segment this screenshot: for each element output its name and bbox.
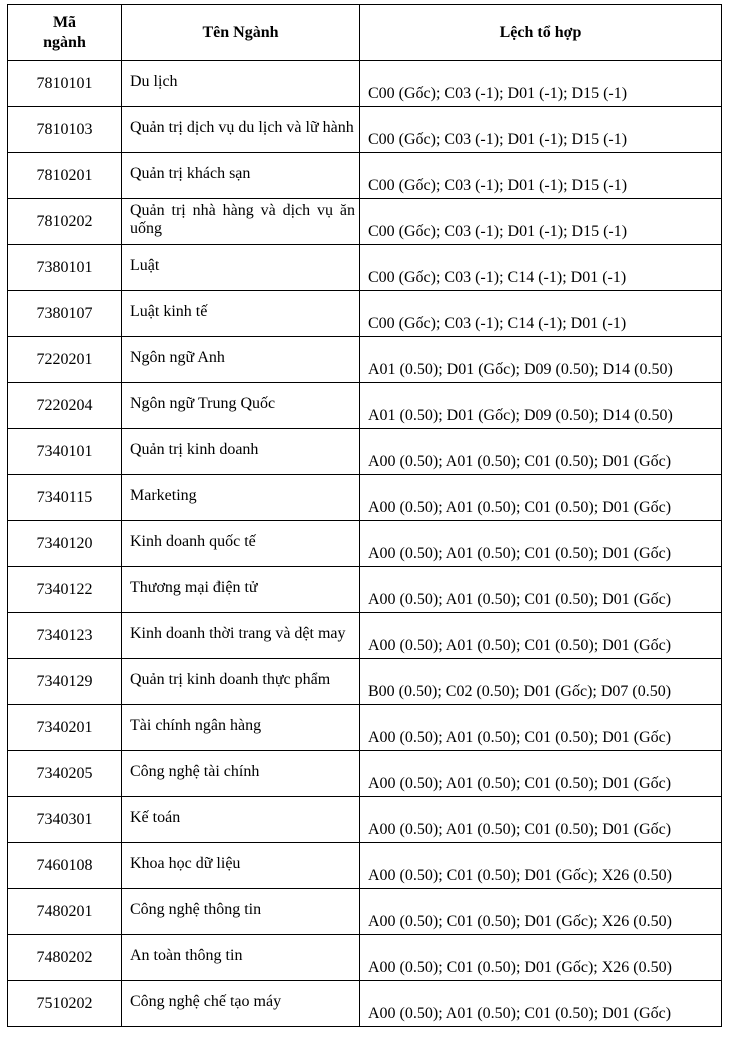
combination-cell: C00 (Gốc); C03 (-1); C14 (-1); D01 (-1) [360, 245, 722, 291]
major-name-cell: Công nghệ thông tin [122, 889, 360, 935]
major-code-cell: 7380107 [8, 291, 122, 337]
major-code-cell: 7810103 [8, 107, 122, 153]
table-row [8, 613, 722, 659]
combination-cell: A00 (0.50); A01 (0.50); C01 (0.50); D01 (Gốc) [360, 613, 722, 659]
combination-cell: A00 (0.50); A01 (0.50); C01 (0.50); D01 (Gốc) [360, 567, 722, 613]
major-code-cell: 7480201 [8, 889, 122, 935]
table-row [8, 521, 722, 567]
major-code-cell: 7510202 [8, 981, 122, 1027]
major-name-cell: Quản trị nhà hàng và dịch vụ ăn uống [122, 199, 360, 245]
major-name-cell: Luật kinh tế [122, 291, 360, 337]
major-name-cell: Thương mại điện tử [122, 567, 360, 613]
combination-cell: A01 (0.50); D01 (Gốc); D09 (0.50); D14 (0.50) [360, 337, 722, 383]
major-code-cell: 7340101 [8, 429, 122, 475]
table-row [8, 705, 722, 751]
major-code-cell: 7220201 [8, 337, 122, 383]
major-name-cell: Marketing [122, 475, 360, 521]
major-name-cell: Quản trị kinh doanh [122, 429, 360, 475]
document-wrapper [7, 4, 722, 1027]
combination-cell: C00 (Gốc); C03 (-1); D01 (-1); D15 (-1) [360, 153, 722, 199]
major-name-cell: Luật [122, 245, 360, 291]
major-name-cell: Kế toán [122, 797, 360, 843]
table-row [8, 291, 722, 337]
major-code-cell: 7380101 [8, 245, 122, 291]
major-code-cell: 7340205 [8, 751, 122, 797]
combination-cell: B00 (0.50); C02 (0.50); D01 (Gốc); D07 (0.50) [360, 659, 722, 705]
major-name-cell: An toàn thông tin [122, 935, 360, 981]
combination-cell: A00 (0.50); C01 (0.50); D01 (Gốc); X26 (0.50) [360, 843, 722, 889]
major-name-cell: Kinh doanh thời trang và dệt may [122, 613, 360, 659]
combination-cell: A00 (0.50); A01 (0.50); C01 (0.50); D01 (Gốc) [360, 521, 722, 567]
major-code-cell: 7340129 [8, 659, 122, 705]
table-header [8, 5, 722, 61]
major-name-cell: Khoa học dữ liệu [122, 843, 360, 889]
table-row [8, 567, 722, 613]
table-row [8, 981, 722, 1027]
table-row [8, 659, 722, 705]
major-name-cell: Quản trị dịch vụ du lịch và lữ hành [122, 107, 360, 153]
table-row [8, 475, 722, 521]
major-code-cell: 7340120 [8, 521, 122, 567]
major-code-cell: 7810201 [8, 153, 122, 199]
table-row [8, 337, 722, 383]
major-code-cell: 7340301 [8, 797, 122, 843]
major-name-cell: Du lịch [122, 61, 360, 107]
combination-cell: A01 (0.50); D01 (Gốc); D09 (0.50); D14 (0.50) [360, 383, 722, 429]
combination-cell: C00 (Gốc); C03 (-1); D01 (-1); D15 (-1) [360, 199, 722, 245]
table-row [8, 107, 722, 153]
combination-cell: A00 (0.50); A01 (0.50); C01 (0.50); D01 (Gốc) [360, 751, 722, 797]
major-code-cell: 7340123 [8, 613, 122, 659]
major-code-cell: 7340115 [8, 475, 122, 521]
table-row [8, 153, 722, 199]
major-name-cell: Ngôn ngữ Anh [122, 337, 360, 383]
major-code-cell: 7460108 [8, 843, 122, 889]
majors-table [7, 4, 722, 1027]
major-name-cell: Công nghệ chế tạo máy [122, 981, 360, 1027]
header-combo: Lệch tổ hợp [360, 5, 722, 61]
header-name: Tên Ngành [122, 5, 360, 61]
major-code-cell: 7340122 [8, 567, 122, 613]
major-name-cell: Quản trị kinh doanh thực phẩm [122, 659, 360, 705]
combination-cell: A00 (0.50); A01 (0.50); C01 (0.50); D01 (Gốc) [360, 705, 722, 751]
table-row [8, 429, 722, 475]
major-name-cell: Ngôn ngữ Trung Quốc [122, 383, 360, 429]
table-row [8, 935, 722, 981]
table-row [8, 61, 722, 107]
combination-cell: A00 (0.50); A01 (0.50); C01 (0.50); D01 (Gốc) [360, 797, 722, 843]
combination-cell: A00 (0.50); A01 (0.50); C01 (0.50); D01 (Gốc) [360, 981, 722, 1027]
major-code-cell: 7340201 [8, 705, 122, 751]
major-code-cell: 7810202 [8, 199, 122, 245]
major-name-cell: Quản trị khách sạn [122, 153, 360, 199]
table-row [8, 751, 722, 797]
combination-cell: C00 (Gốc); C03 (-1); C14 (-1); D01 (-1) [360, 291, 722, 337]
table-row [8, 889, 722, 935]
major-code-cell: 7220204 [8, 383, 122, 429]
header-row [8, 5, 722, 61]
table-row [8, 245, 722, 291]
table-body [8, 61, 722, 1027]
major-name-cell: Công nghệ tài chính [122, 751, 360, 797]
combination-cell: C00 (Gốc); C03 (-1); D01 (-1); D15 (-1) [360, 107, 722, 153]
header-code: Mã ngành [8, 5, 122, 61]
major-name-cell: Kinh doanh quốc tế [122, 521, 360, 567]
major-name-cell: Tài chính ngân hàng [122, 705, 360, 751]
major-code-cell: 7480202 [8, 935, 122, 981]
combination-cell: A00 (0.50); C01 (0.50); D01 (Gốc); X26 (0.50) [360, 889, 722, 935]
combination-cell: C00 (Gốc); C03 (-1); D01 (-1); D15 (-1) [360, 61, 722, 107]
combination-cell: A00 (0.50); C01 (0.50); D01 (Gốc); X26 (0.50) [360, 935, 722, 981]
table-row [8, 843, 722, 889]
table-row [8, 383, 722, 429]
table-row [8, 797, 722, 843]
major-code-cell: 7810101 [8, 61, 122, 107]
combination-cell: A00 (0.50); A01 (0.50); C01 (0.50); D01 (Gốc) [360, 429, 722, 475]
table-row [8, 199, 722, 245]
combination-cell: A00 (0.50); A01 (0.50); C01 (0.50); D01 (Gốc) [360, 475, 722, 521]
